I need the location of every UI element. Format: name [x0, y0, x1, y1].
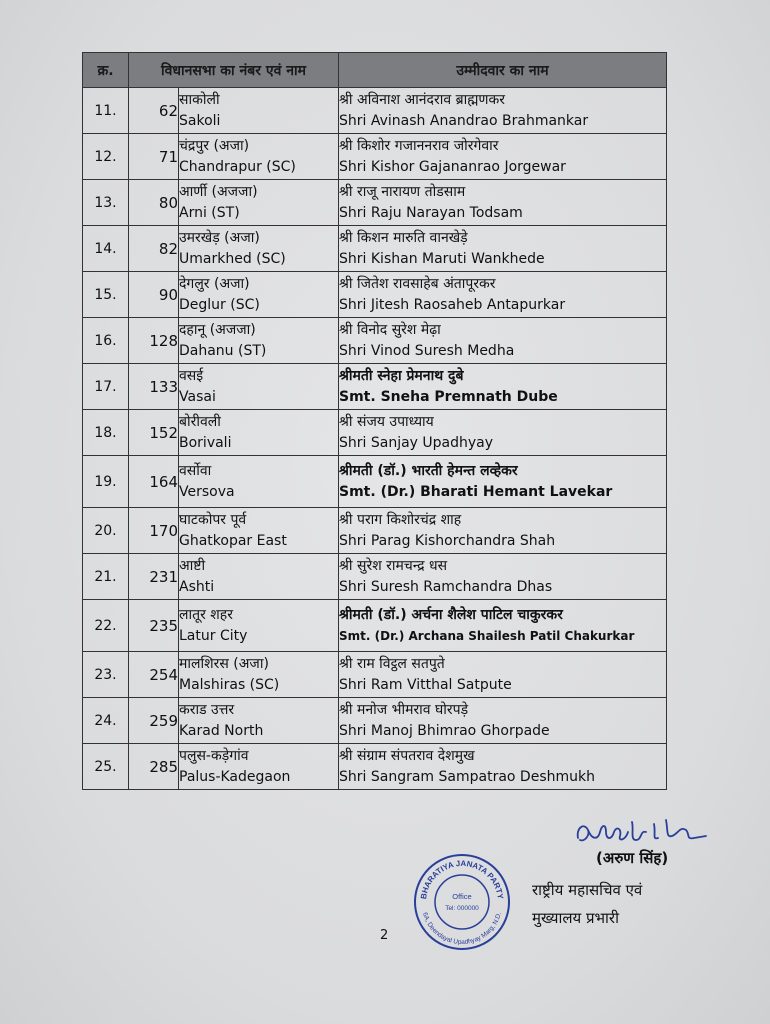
table-header-row	[83, 53, 667, 88]
constituency-name-english: Dahanu (ST)	[179, 342, 267, 359]
constituency-name-english: Deglur (SC)	[179, 296, 260, 313]
table-row	[83, 698, 667, 744]
candidate-name	[339, 134, 667, 180]
constituency-name	[179, 364, 339, 410]
serial-number: 20.	[83, 508, 129, 554]
constituency-number: 90	[129, 272, 179, 318]
signatory-designation	[532, 876, 642, 932]
constituency-name-hindi: घाटकोपर पूर्व	[179, 511, 247, 528]
seal-bottom-text: 6A, Deendayal Upadhyay Marg, N.D.	[421, 911, 503, 947]
table-row	[83, 88, 667, 134]
candidate-name-hindi: श्री किशन मारुति वानखेड़े	[339, 229, 468, 246]
seal-center-line-2: Tel: 000000	[445, 905, 479, 912]
candidate-name-hindi: श्री अविनाश आनंदराव ब्राह्मणकर	[339, 91, 506, 108]
constituency-name-hindi: साकोली	[179, 91, 220, 108]
candidate-name-hindi: श्री मनोज भीमराव घोरपड़े	[339, 701, 469, 718]
serial-number: 23.	[83, 652, 129, 698]
candidate-name-english: Smt. (Dr.) Bharati Hemant Lavekar	[339, 483, 613, 500]
table-row	[83, 318, 667, 364]
candidate-name-english: Shri Raju Narayan Todsam	[339, 204, 523, 221]
table-row	[83, 600, 667, 652]
serial-number: 18.	[83, 410, 129, 456]
candidate-name-hindi: श्री किशोर गजाननराव जोरगेवार	[339, 137, 499, 154]
constituency-name-hindi: उमरखेड़ (अजा)	[179, 229, 260, 246]
candidate-name-english: Smt. Sneha Premnath Dube	[339, 388, 558, 405]
table-row	[83, 508, 667, 554]
seal-center-line-1: Office	[452, 892, 472, 901]
constituency-number: 259	[129, 698, 179, 744]
candidate-name-hindi: श्री जितेश रावसाहेब अंतापूरकर	[339, 275, 496, 292]
constituency-name-hindi: बोरीवली	[179, 413, 221, 430]
party-seal	[412, 852, 512, 952]
constituency-name-english: Ashti	[179, 578, 215, 595]
candidate-name-hindi: श्रीमती (डॉ.) अर्चना शैलेश पाटिल चाकुरकर	[339, 606, 563, 623]
candidate-name	[339, 410, 667, 456]
table-row	[83, 180, 667, 226]
constituency-name	[179, 410, 339, 456]
constituency-number: 285	[129, 744, 179, 790]
candidate-name-english: Shri Kishan Maruti Wankhede	[339, 250, 545, 267]
constituency-name	[179, 744, 339, 790]
candidate-name-hindi: श्रीमती (डॉ.) भारती हेमन्त लव्हेकर	[339, 462, 518, 479]
constituency-number: 62	[129, 88, 179, 134]
constituency-number: 235	[129, 600, 179, 652]
candidate-name-hindi: श्री राजू नारायण तोडसाम	[339, 183, 466, 200]
designation-line-2: मुख्यालय प्रभारी	[532, 909, 619, 927]
candidate-name-hindi: श्री राम विट्ठल सतपुते	[339, 655, 445, 672]
table-row	[83, 410, 667, 456]
candidate-name-english: Shri Vinod Suresh Medha	[339, 342, 515, 359]
constituency-name-english: Ghatkopar East	[179, 532, 287, 549]
serial-number: 24.	[83, 698, 129, 744]
constituency-name-hindi: मालशिरस (अजा)	[179, 655, 269, 672]
designation-line-1: राष्ट्रीय महासचिव एवं	[532, 881, 643, 899]
constituency-name	[179, 698, 339, 744]
table-row	[83, 226, 667, 272]
candidate-name	[339, 456, 667, 508]
constituency-name-hindi: चंद्रपुर (अजा)	[179, 137, 250, 154]
constituency-number: 128	[129, 318, 179, 364]
candidate-name-english: Shri Kishor Gajananrao Jorgewar	[339, 158, 566, 175]
constituency-name-hindi: पलुस-कड़ेगांव	[179, 747, 249, 764]
constituency-name	[179, 226, 339, 272]
constituency-name-english: Sakoli	[179, 112, 221, 129]
constituency-name-english: Chandrapur (SC)	[179, 158, 296, 175]
constituency-name	[179, 600, 339, 652]
constituency-number: 254	[129, 652, 179, 698]
candidate-name-hindi: श्री पराग किशोरचंद्र शाह	[339, 511, 462, 528]
serial-number: 15.	[83, 272, 129, 318]
candidate-name-english: Shri Manoj Bhimrao Ghorpade	[339, 722, 550, 739]
candidate-name	[339, 600, 667, 652]
signatory-name: (अरुण सिंह)	[596, 849, 669, 867]
constituency-name-hindi: वर्सोवा	[179, 462, 212, 479]
table-row	[83, 652, 667, 698]
header-serial: क्र.	[83, 53, 129, 88]
constituency-number: 133	[129, 364, 179, 410]
constituency-name	[179, 652, 339, 698]
candidate-name	[339, 698, 667, 744]
serial-number: 14.	[83, 226, 129, 272]
constituency-name-hindi: वसई	[179, 367, 204, 384]
constituency-name-english: Karad North	[179, 722, 264, 739]
serial-number: 11.	[83, 88, 129, 134]
table-row	[83, 134, 667, 180]
constituency-name-hindi: देगलुर (अजा)	[179, 275, 250, 292]
candidate-name	[339, 554, 667, 600]
serial-number: 17.	[83, 364, 129, 410]
serial-number: 12.	[83, 134, 129, 180]
table-row	[83, 554, 667, 600]
constituency-number: 82	[129, 226, 179, 272]
table-row	[83, 364, 667, 410]
serial-number: 19.	[83, 456, 129, 508]
candidate-name	[339, 88, 667, 134]
constituency-name-english: Versova	[179, 483, 235, 500]
constituency-name-hindi: लातूर शहर	[179, 606, 233, 623]
candidate-name-english: Shri Parag Kishorchandra Shah	[339, 532, 556, 549]
candidate-name-english: Shri Suresh Ramchandra Dhas	[339, 578, 553, 595]
constituency-number: 152	[129, 410, 179, 456]
serial-number: 21.	[83, 554, 129, 600]
serial-number: 25.	[83, 744, 129, 790]
seal-top-text: BHARATIYA JANATA PARTY	[419, 858, 505, 900]
constituency-name-english: Malshiras (SC)	[179, 676, 280, 693]
candidate-name	[339, 272, 667, 318]
constituency-name	[179, 134, 339, 180]
table-row	[83, 272, 667, 318]
constituency-name	[179, 508, 339, 554]
candidate-name-hindi: श्री विनोद सुरेश मेढ़ा	[339, 321, 441, 338]
candidate-table	[82, 52, 667, 790]
constituency-name-english: Latur City	[179, 627, 248, 644]
constituency-name-english: Arni (ST)	[179, 204, 240, 221]
serial-number: 22.	[83, 600, 129, 652]
constituency-name-hindi: आष्टी	[179, 557, 206, 574]
constituency-name-english: Vasai	[179, 388, 216, 405]
candidate-name-hindi: श्री संजय उपाध्याय	[339, 413, 434, 430]
candidate-name-english: Shri Avinash Anandrao Brahmankar	[339, 112, 589, 129]
constituency-number: 80	[129, 180, 179, 226]
candidate-name-english: Shri Ram Vitthal Satpute	[339, 676, 512, 693]
constituency-name	[179, 88, 339, 134]
constituency-number: 71	[129, 134, 179, 180]
candidate-name	[339, 744, 667, 790]
constituency-name	[179, 318, 339, 364]
constituency-name	[179, 554, 339, 600]
constituency-number: 164	[129, 456, 179, 508]
candidate-name-hindi: श्री सुरेश रामचन्द्र धस	[339, 557, 448, 574]
constituency-name	[179, 272, 339, 318]
constituency-number: 231	[129, 554, 179, 600]
candidate-name	[339, 652, 667, 698]
candidate-name-english: Shri Jitesh Raosaheb Antapurkar	[339, 296, 566, 313]
header-candidate: उम्मीदवार का नाम	[339, 53, 667, 88]
serial-number: 13.	[83, 180, 129, 226]
constituency-name	[179, 180, 339, 226]
candidate-name	[339, 318, 667, 364]
page-number: 2	[380, 928, 389, 943]
candidate-name-english: Smt. (Dr.) Archana Shailesh Patil Chakurkar	[339, 628, 635, 643]
constituency-name-hindi: आर्णी (अजजा)	[179, 183, 258, 200]
constituency-name-english: Palus-Kadegaon	[179, 768, 291, 785]
candidate-name	[339, 180, 667, 226]
constituency-name-english: Umarkhed (SC)	[179, 250, 286, 267]
candidate-name-english: Shri Sangram Sampatrao Deshmukh	[339, 768, 595, 785]
constituency-name-hindi: दहानू (अजजा)	[179, 321, 256, 338]
candidate-name	[339, 364, 667, 410]
table-row	[83, 744, 667, 790]
constituency-number: 170	[129, 508, 179, 554]
constituency-name	[179, 456, 339, 508]
candidate-name-english: Shri Sanjay Upadhyay	[339, 434, 494, 451]
candidate-name	[339, 226, 667, 272]
constituency-name-english: Borivali	[179, 434, 232, 451]
constituency-name-hindi: कराड उत्तर	[179, 701, 235, 718]
candidate-name-hindi: श्री संग्राम संपतराव देशमुख	[339, 747, 475, 764]
candidate-name	[339, 508, 667, 554]
candidate-name-hindi: श्रीमती स्नेहा प्रेमनाथ दुबे	[339, 367, 464, 384]
table-row	[83, 456, 667, 508]
serial-number: 16.	[83, 318, 129, 364]
header-constituency: विधानसभा का नंबर एवं नाम	[129, 53, 339, 88]
